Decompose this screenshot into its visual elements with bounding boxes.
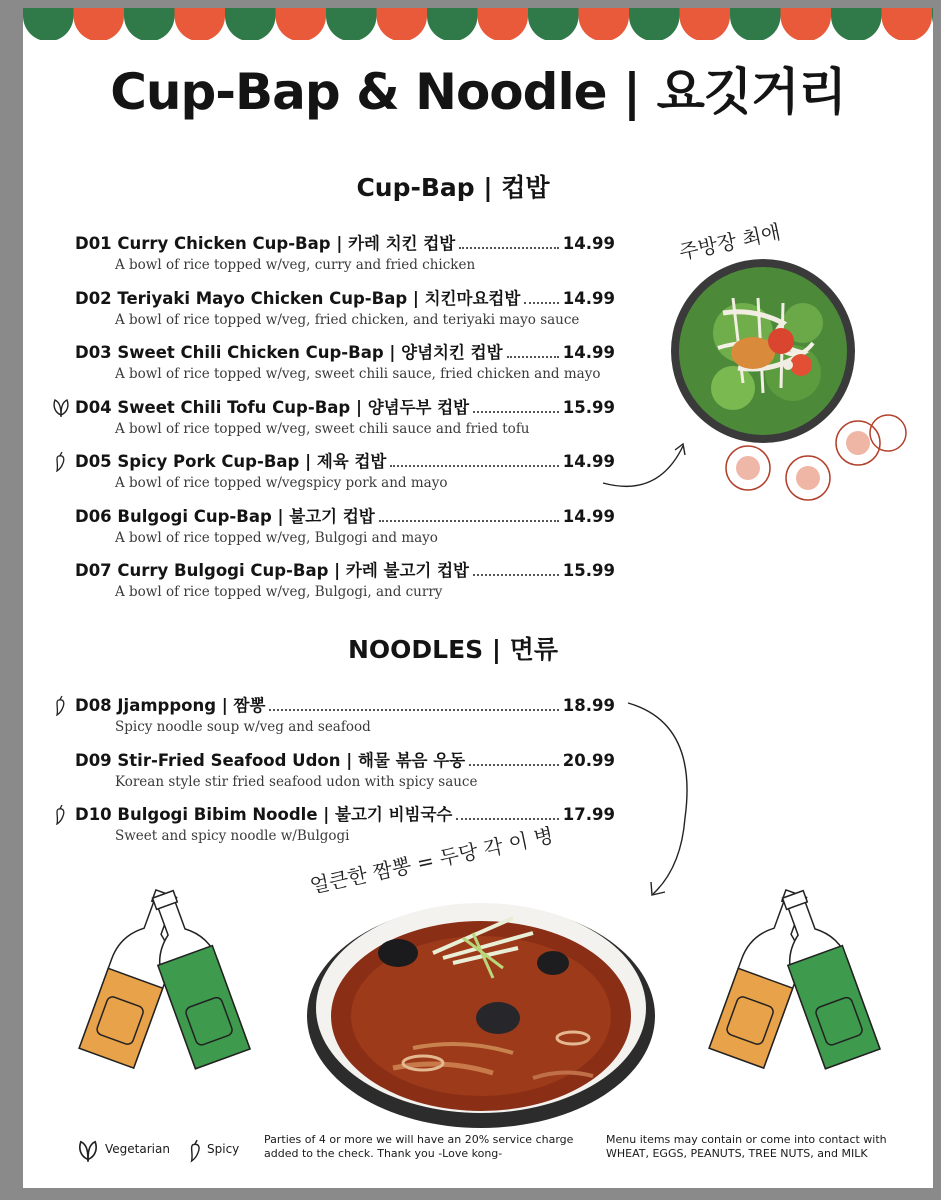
item-name: D07 Curry Bulgogi Cup-Bap | 카레 불고기 컵밥	[75, 561, 469, 580]
menu-item	[75, 448, 615, 498]
scallop	[579, 8, 630, 40]
cupbap-photo-caption: 주방장 최애	[676, 219, 783, 265]
item-name: D02 Teriyaki Mayo Chicken Cup-Bap | 치킨마요컵밥	[75, 289, 521, 308]
item-price: 15.99	[562, 398, 615, 417]
section-title-cupbap: Cup-Bap | 컵밥	[356, 173, 550, 202]
item-description: A bowl of rice topped w/veg, Bulgogi, and curry	[115, 584, 443, 600]
item-price: 15.99	[562, 561, 615, 580]
scallop	[781, 8, 832, 40]
item-description: Spicy noodle soup w/veg and seafood	[115, 719, 371, 735]
item-price: 14.99	[562, 343, 615, 362]
curved-arrow	[623, 698, 703, 903]
leader-dots	[269, 708, 558, 711]
leader-dots	[473, 410, 559, 413]
menu-item	[75, 557, 615, 607]
soju-bottles-illustration-right	[703, 888, 888, 1078]
item-price: 17.99	[562, 805, 615, 824]
item-name: D10 Bulgogi Bibim Noodle | 불고기 비빔국수	[75, 805, 453, 824]
item-name: D09 Stir-Fried Seafood Udon | 해물 볶음 우동	[75, 751, 466, 770]
soju-bottles-illustration-left	[73, 888, 258, 1078]
leader-dots	[459, 246, 559, 249]
item-description: Sweet and spicy noodle w/Bulgogi	[115, 828, 350, 844]
scallop	[326, 8, 377, 40]
menu-page	[23, 8, 933, 1188]
leader-dots	[390, 464, 558, 467]
vegetarian-icon	[75, 1137, 101, 1163]
leader-dots	[469, 763, 559, 766]
scallop	[74, 8, 125, 40]
curved-arrow	[583, 438, 693, 498]
item-description: A bowl of rice topped w/veg, fried chicken, and teriyaki mayo sauce	[115, 312, 580, 328]
item-description: A bowl of rice topped w/veg, Bulgogi and mayo	[115, 530, 438, 546]
allergen-line: Menu items may contain or come into contact with	[606, 1133, 887, 1146]
item-name: D05 Spicy Pork Cup-Bap | 제육 컵밥	[75, 452, 387, 471]
leader-dots	[507, 355, 559, 358]
menu-item	[75, 692, 615, 742]
item-name: D04 Sweet Chili Tofu Cup-Bap | 양념두부 컵밥	[75, 398, 470, 417]
chili-pepper-icon	[51, 450, 71, 472]
item-price: 14.99	[562, 289, 615, 308]
item-description: Korean style stir fried seafood udon with spicy sauce	[115, 774, 478, 790]
item-price: 18.99	[562, 696, 615, 715]
scallop	[23, 8, 74, 40]
allergen-note	[606, 1133, 887, 1161]
scallop	[377, 8, 428, 40]
item-description: A bowl of rice topped w/veg, curry and fried chicken	[115, 257, 476, 273]
jjamppong-bowl-photo	[303, 898, 663, 1138]
item-name: D08 Jjamppong | 짬뽕	[75, 696, 266, 715]
legend-spicy-label: Spicy	[207, 1142, 240, 1156]
scallop	[528, 8, 579, 40]
leader-dots	[379, 519, 559, 522]
menu-item	[75, 394, 615, 444]
page-title: Cup-Bap & Noodle | 요깃거리	[110, 63, 846, 121]
scallop	[831, 8, 882, 40]
scallop	[225, 8, 276, 40]
legend-vegetarian-label: Vegetarian	[105, 1142, 170, 1156]
scallop	[882, 8, 933, 40]
item-name: D03 Sweet Chili Chicken Cup-Bap | 양념치킨 컵밥	[75, 343, 503, 362]
item-name: D01 Curry Chicken Cup-Bap | 카레 치킨 컵밥	[75, 234, 456, 253]
vegetarian-icon	[51, 396, 71, 418]
allergen-line: WHEAT, EGGS, PEANUTS, TREE NUTS, and MILK	[606, 1147, 868, 1160]
menu-item	[75, 285, 615, 335]
scallop	[629, 8, 680, 40]
scallop	[124, 8, 175, 40]
item-description: A bowl of rice topped w/veg, sweet chili sauce and fried tofu	[115, 421, 530, 437]
menu-item	[75, 503, 615, 553]
item-description: A bowl of rice topped w/veg, sweet chili sauce, fried chicken and mayo	[115, 366, 601, 382]
chili-pepper-icon	[185, 1132, 207, 1168]
cupbap-bowl-photo	[663, 253, 908, 508]
scallop	[427, 8, 478, 40]
menu-item	[75, 230, 615, 280]
scallop	[932, 8, 933, 40]
service-charge-line: Parties of 4 or more we will have an 20% service charge	[264, 1133, 574, 1146]
service-charge-line: added to the check. Thank you -Love kong-	[264, 1147, 503, 1160]
scallop	[175, 8, 226, 40]
item-price: 14.99	[562, 234, 615, 253]
menu-item	[75, 339, 615, 389]
item-price: 20.99	[562, 751, 615, 770]
item-price: 14.99	[562, 452, 615, 471]
scallop	[276, 8, 327, 40]
section-title-noodles: NOODLES | 면류	[347, 635, 559, 664]
menu-item	[75, 747, 615, 797]
item-description: A bowl of rice topped w/vegspicy pork and mayo	[115, 475, 448, 491]
noodle-photo-caption: 얼큰한 짬뽕 = 두당 각 이 병	[307, 822, 556, 899]
item-name: D06 Bulgogi Cup-Bap | 불고기 컵밥	[75, 507, 375, 526]
chili-pepper-icon	[51, 694, 71, 716]
item-price: 14.99	[562, 507, 615, 526]
service-charge-note	[264, 1133, 573, 1161]
scallop	[680, 8, 731, 40]
scallop	[730, 8, 781, 40]
leader-dots	[473, 573, 559, 576]
leader-dots	[524, 301, 559, 304]
chili-pepper-icon	[51, 803, 71, 825]
scallop-border	[23, 8, 933, 40]
scallop	[478, 8, 529, 40]
